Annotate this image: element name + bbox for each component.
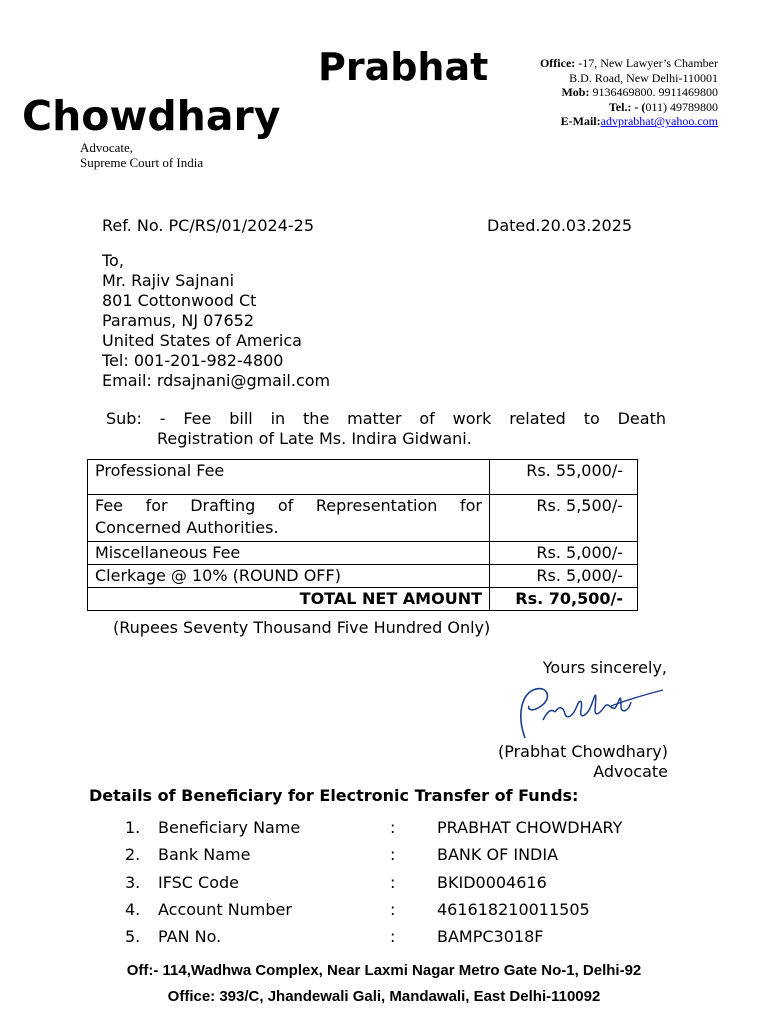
recipient-telephone: Tel: 001-201-982-4800 xyxy=(102,351,284,370)
signer-title: Advocate xyxy=(593,762,668,781)
item-number: 4. xyxy=(125,899,141,919)
fee-description: Fee for Drafting of Representation for Concerned Authorities. xyxy=(88,495,490,542)
fee-description: Professional Fee xyxy=(88,460,490,495)
fee-amount: Rs. 5,500/- xyxy=(490,495,638,542)
item-label: PAN No. xyxy=(158,927,222,947)
subject-label: Sub: xyxy=(106,409,142,428)
subject-word: matter xyxy=(347,409,402,428)
item-number: 5. xyxy=(125,927,141,947)
item-separator: : xyxy=(390,872,396,892)
signature-stroke xyxy=(611,690,663,706)
item-separator: : xyxy=(390,818,396,837)
item-separator: : xyxy=(390,845,396,865)
item-value: 461618210011505 xyxy=(437,899,590,919)
subject-word: to xyxy=(583,409,600,428)
footer-address-line: Off:- 114,Wadhwa Complex, Near Laxmi Nagar Metro Gate No-1, Delhi-92 xyxy=(126,962,642,979)
designation xyxy=(80,140,203,170)
fee-table xyxy=(87,459,638,611)
signature-stroke xyxy=(543,695,631,720)
telephone-number: 011) 49789800 xyxy=(645,99,718,114)
subject-word: the xyxy=(303,409,330,428)
mobile-label: Mob: xyxy=(561,85,590,100)
subject-word: work xyxy=(452,409,492,428)
fee-description: Miscellaneous Fee xyxy=(88,542,490,565)
signature-image xyxy=(507,676,667,746)
bank-details-heading: Details of Beneficiary for Electronic Transfer of Funds: xyxy=(89,786,579,805)
item-number: 3. xyxy=(125,872,141,892)
recipient-country: United States of America xyxy=(102,331,302,350)
subject-line-1 xyxy=(106,409,666,429)
recipient-city: Paramus, NJ 07652 xyxy=(102,311,255,330)
item-label: IFSC Code xyxy=(158,872,240,892)
email-label: E-Mail: xyxy=(560,114,601,129)
office-contact-block xyxy=(458,56,718,129)
list-item xyxy=(0,926,768,953)
item-separator: : xyxy=(390,899,396,919)
recipient-email: Email: rdsajnani@gmail.com xyxy=(102,371,331,390)
table-row xyxy=(88,495,638,542)
letterhead-first-name: Prabhat xyxy=(318,45,489,89)
table-row xyxy=(88,542,638,565)
signer-block xyxy=(498,742,668,782)
list-item xyxy=(0,844,768,871)
fee-amount: Rs. 5,000/- xyxy=(490,542,638,565)
recipient-address xyxy=(102,251,330,391)
recipient-street: 801 Cottonwood Ct xyxy=(102,291,257,310)
subject xyxy=(106,409,666,449)
item-value: BKID0004616 xyxy=(437,872,547,892)
office-address-line: -17, New Lawyer’s Chamber xyxy=(578,56,718,70)
closing-salutation: Yours sincerely, xyxy=(542,658,667,677)
table-row xyxy=(88,460,638,495)
item-separator: : xyxy=(390,927,396,947)
recipient-name: Mr. Rajiv Sajnani xyxy=(102,271,235,290)
item-label: Beneficiary Name xyxy=(158,818,301,837)
fee-description: Clerkage @ 10% (ROUND OFF) xyxy=(88,565,490,588)
subject-word: related xyxy=(509,409,566,428)
reference-number: Ref. No. PC/RS/01/2024-25 xyxy=(102,216,315,235)
designation-line: Supreme Court of India xyxy=(80,155,204,170)
total-amount: Rs. 70,500/- xyxy=(490,588,638,611)
signer-name: (Prabhat Chowdhary) xyxy=(497,742,668,761)
telephone-label: Tel.: - ( xyxy=(608,99,646,114)
bank-details-list xyxy=(0,817,768,953)
item-value: BAMPC3018F xyxy=(437,927,544,947)
mobile-numbers: 9136469800. 9911469800 xyxy=(592,85,718,100)
item-value: BANK OF INDIA xyxy=(437,845,559,865)
list-item xyxy=(0,872,768,899)
subject-word: Fee xyxy=(183,409,212,428)
letterhead-last-name: Chowdhary xyxy=(22,92,281,140)
email-link[interactable]: advprabhat@yahoo.com xyxy=(600,114,718,129)
office-address-line: B.D. Road, New Delhi-110001 xyxy=(569,70,718,85)
table-row xyxy=(88,565,638,588)
item-number: 2. xyxy=(125,845,141,865)
designation-line: Advocate, xyxy=(80,140,134,155)
signature-stroke xyxy=(521,689,548,738)
subject-word: bill xyxy=(229,409,253,428)
fee-amount: Rs. 55,000/- xyxy=(490,460,638,495)
total-row xyxy=(88,588,638,611)
letter-date: Dated.20.03.2025 xyxy=(487,216,633,235)
subject-line-2: Registration of Late Ms. Indira Gidwani. xyxy=(157,429,472,448)
item-number: 1. xyxy=(125,818,141,837)
footer-address-line: Office: 393/C, Jhandewali Gali, Mandawali, East Delhi-110092 xyxy=(167,988,601,1005)
item-value: PRABHAT CHOWDHARY xyxy=(437,818,623,837)
office-label: Office: xyxy=(539,56,576,70)
subject-word: Death xyxy=(617,409,666,428)
fee-amount: Rs. 5,000/- xyxy=(490,565,638,588)
total-label: TOTAL NET AMOUNT xyxy=(88,588,490,611)
item-label: Account Number xyxy=(158,899,292,919)
subject-word: of xyxy=(419,409,435,428)
list-item xyxy=(0,899,768,926)
subject-word: - xyxy=(159,409,166,428)
item-label: Bank Name xyxy=(158,845,251,865)
subject-word: in xyxy=(270,409,286,428)
salutation: To, xyxy=(102,251,124,270)
list-item xyxy=(0,817,768,844)
amount-in-words: (Rupees Seventy Thousand Five Hundred Only) xyxy=(113,618,491,637)
